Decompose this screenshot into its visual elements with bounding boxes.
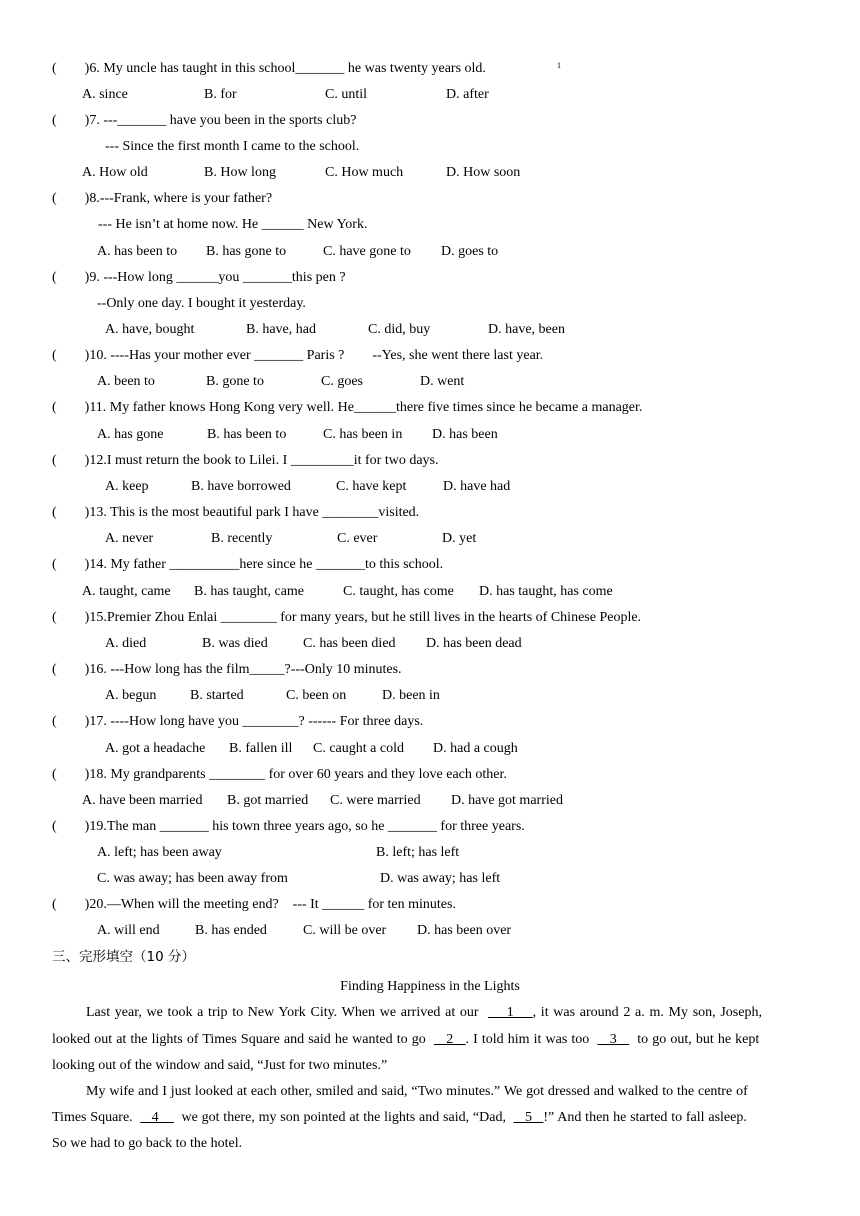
blank-field[interactable]: 4	[140, 1110, 174, 1125]
passage-line-1	[86, 1004, 762, 1022]
question-7-reply: --- Since the first month I came to the school.	[105, 139, 360, 154]
question-7-option-b: B. How long	[204, 165, 276, 180]
question-18-option-d: D. have got married	[451, 793, 563, 808]
passage-line-5	[52, 1109, 747, 1127]
question-18-option-a: A. have been married	[82, 793, 203, 808]
question-13-option-d: D. yet	[442, 531, 477, 546]
question-8-option-d: D. goes to	[441, 244, 499, 259]
question-16-option-a: A. begun	[105, 688, 157, 703]
question-16-option-d: D. been in	[382, 688, 440, 703]
question-15-stem: ( )15.Premier Zhou Enlai ________ for many years, but he still lives in the hearts of Chinese People.	[52, 610, 642, 625]
question-11-option-b: B. has been to	[207, 427, 287, 442]
question-13-stem: ( )13. This is the most beautiful park I have ________visited.	[52, 505, 420, 520]
question-9-option-a: A. have, bought	[105, 322, 195, 337]
question-14-option-a: A. taught, came	[82, 584, 171, 599]
question-20-option-c: C. will be over	[303, 923, 387, 938]
passage-text: we got there, my son pointed at the lights and said, “Dad,	[173, 1110, 514, 1125]
question-14-option-b: B. has taught, came	[194, 584, 305, 599]
blank-field[interactable]: 2	[433, 1032, 466, 1047]
question-15-option-b: B. was died	[202, 636, 268, 651]
question-6-option-a: A. since	[82, 87, 128, 102]
passage-text: . I told him it was too	[465, 1032, 598, 1047]
question-14-option-c: C. taught, has come	[343, 584, 454, 599]
question-17-stem: ( )17. ----How long have you ________? ------ For three days.	[52, 714, 424, 729]
question-20-option-b: B. has ended	[195, 923, 267, 938]
question-8-option-a: A. has been to	[97, 244, 178, 259]
question-19-option-a: A. left; has been away	[97, 845, 222, 860]
question-8-option-c: C. have gone to	[323, 244, 411, 259]
question-12-option-b: B. have borrowed	[191, 479, 291, 494]
question-11-option-d: D. has been	[432, 427, 498, 442]
question-14-stem: ( )14. My father __________here since he _______to this school.	[52, 557, 444, 572]
blank-field[interactable]: 1	[488, 1005, 533, 1020]
passage-text: looked out at the lights of Times Square and said he wanted to go	[52, 1032, 434, 1047]
question-19-option-b: B. left; has left	[376, 845, 460, 860]
passage-line-4: My wife and I just looked at each other, smiled and said, “Two minutes.” We got dressed and walked to the centre of	[86, 1084, 748, 1099]
question-9-option-b: B. have, had	[246, 322, 316, 337]
question-9-reply: --Only one day. I bought it yesterday.	[97, 296, 306, 311]
question-20-stem: ( )20.—When will the meeting end? --- It ______ for ten minutes.	[52, 897, 456, 912]
passage-text: , it was around 2 a. m. My son, Joseph,	[532, 1005, 762, 1020]
question-10-option-b: B. gone to	[206, 374, 264, 389]
question-16-stem: ( )16. ---How long has the film_____?---Only 10 minutes.	[52, 662, 402, 677]
question-8-reply: --- He isn’t at home now. He ______ New York.	[98, 217, 368, 232]
question-6-option-d: D. after	[446, 87, 489, 102]
question-11-option-a: A. has gone	[97, 427, 164, 442]
question-17-option-b: B. fallen ill	[229, 741, 293, 756]
question-10-option-a: A. been to	[97, 374, 155, 389]
question-11-option-c: C. has been in	[323, 427, 403, 442]
question-12-option-a: A. keep	[105, 479, 149, 494]
question-18-option-b: B. got married	[227, 793, 309, 808]
question-16-option-c: C. been on	[286, 688, 347, 703]
question-17-option-a: A. got a headache	[105, 741, 206, 756]
question-19-option-d: D. was away; has left	[380, 871, 501, 886]
question-15-option-c: C. has been died	[303, 636, 396, 651]
question-20-option-a: A. will end	[97, 923, 160, 938]
question-9-stem: ( )9. ---How long ______you _______this pen ?	[52, 270, 346, 285]
question-9-option-d: D. have, been	[488, 322, 565, 337]
question-8-stem: ( )8.---Frank, where is your father?	[52, 191, 273, 206]
section-heading: 三、完形填空（10 分）	[52, 949, 195, 965]
question-6-option-c: C. until	[325, 87, 368, 102]
question-12-option-d: D. have had	[443, 479, 511, 494]
question-6-option-b: B. for	[204, 87, 237, 102]
question-15-option-a: A. died	[105, 636, 147, 651]
question-13-option-b: B. recently	[211, 531, 273, 546]
question-20-option-d: D. has been over	[417, 923, 512, 938]
passage-title: Finding Happiness in the Lights	[340, 979, 520, 994]
question-10-stem: ( )10. ----Has your mother ever _______ Paris ? --Yes, she went there last year.	[52, 348, 544, 363]
question-13-option-a: A. never	[105, 531, 154, 546]
passage-text: Last year, we took a trip to New York City. When we arrived at our	[86, 1005, 488, 1020]
passage-text: Times Square.	[52, 1110, 141, 1125]
passage-text: to go out, but he kept	[629, 1032, 760, 1047]
question-7-stem: ( )7. ---_______ have you been in the sports club?	[52, 113, 357, 128]
question-12-stem: ( )12.I must return the book to Lilei. I _________it for two days.	[52, 453, 439, 468]
passage-text: !” And then he started to fall asleep.	[543, 1110, 747, 1125]
question-10-option-c: C. goes	[321, 374, 363, 389]
question-11-stem: ( )11. My father knows Hong Kong very well. He______there five times since he became a manager.	[52, 400, 643, 415]
question-7-option-c: C. How much	[325, 165, 404, 180]
question-16-option-b: B. started	[190, 688, 244, 703]
question-17-option-c: C. caught a cold	[313, 741, 404, 756]
page-number-mark: 1	[557, 61, 561, 70]
question-10-option-d: D. went	[420, 374, 465, 389]
question-18-stem: ( )18. My grandparents ________ for over 60 years and they love each other.	[52, 767, 507, 782]
passage-line-6: So we had to go back to the hotel.	[52, 1136, 243, 1151]
question-17-option-d: D. had a cough	[433, 741, 518, 756]
question-8-option-b: B. has gone to	[206, 244, 287, 259]
question-6-stem: ( )6. My uncle has taught in this school_______ he was twenty years old.	[52, 61, 486, 76]
question-18-option-c: C. were married	[330, 793, 421, 808]
question-15-option-d: D. has been dead	[426, 636, 522, 651]
question-19-stem: ( )19.The man _______ his town three years ago, so he _______ for three years.	[52, 819, 525, 834]
question-13-option-c: C. ever	[337, 531, 378, 546]
blank-field[interactable]: 5	[513, 1110, 544, 1125]
question-12-option-c: C. have kept	[336, 479, 407, 494]
question-7-option-d: D. How soon	[446, 165, 521, 180]
passage-line-2	[52, 1031, 759, 1049]
blank-field[interactable]: 3	[597, 1032, 630, 1047]
passage-line-3: looking out of the window and said, “Just for two minutes.”	[52, 1058, 388, 1073]
question-14-option-d: D. has taught, has come	[479, 584, 613, 599]
question-9-option-c: C. did, buy	[368, 322, 431, 337]
question-7-option-a: A. How old	[82, 165, 148, 180]
question-19-option-c: C. was away; has been away from	[97, 871, 288, 886]
